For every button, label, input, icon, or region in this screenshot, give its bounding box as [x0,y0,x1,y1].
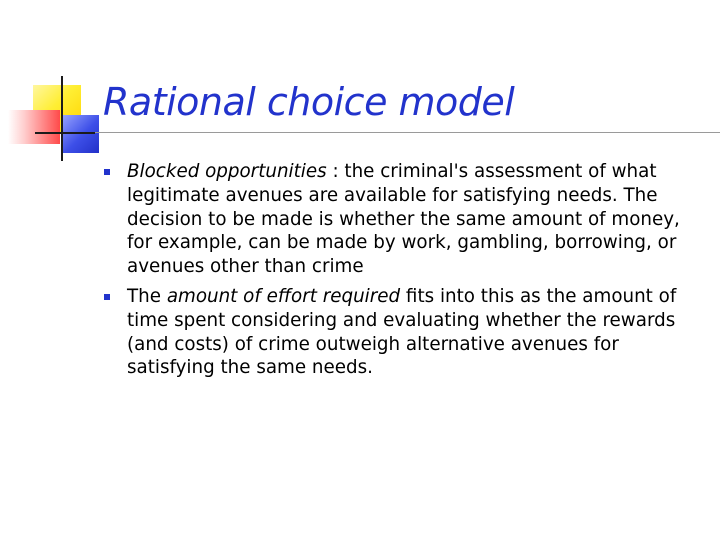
bullet-body-text: fits into this as the amount of time spent considering and evaluating whether the rewards (and costs) of crime outweigh alternative avenues for satisfying the same needs. [127,285,677,379]
bullet-emphasis-text: amount of effort required [166,285,401,307]
decorative-red-bar [8,110,60,144]
bullet-list [104,160,704,386]
bullet-item [104,160,704,279]
bullet-lead-text: The [127,285,167,307]
bullet-item [104,285,704,380]
slide-title: Rational choice model [103,80,515,124]
square-bullet-icon [104,169,110,175]
title-underline [35,132,720,133]
decorative-vertical-line [61,76,63,161]
decorative-blue-square [61,115,99,153]
bullet-emphasis-text: Blocked opportunities [127,161,327,182]
bullet-body-text: : the criminal's assessment of what legitimate avenues are available for satisfying needs. The decision to be made is whether the same amount of money, for example, can be made by work, gambling, borrowing, or avenues other than crime [127,161,680,278]
square-bullet-icon [104,294,110,300]
title-underline-accent [35,132,95,134]
